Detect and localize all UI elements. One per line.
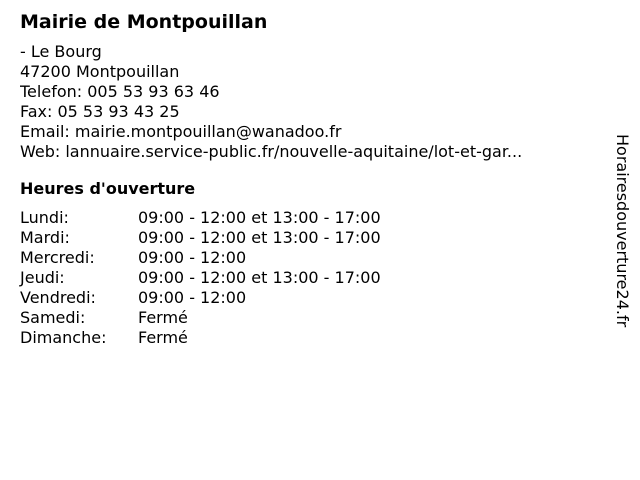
day-time: 09:00 - 12:00 et 13:00 - 17:00: [138, 208, 381, 227]
day-time: 09:00 - 12:00: [138, 288, 247, 307]
day-time: 09:00 - 12:00: [138, 248, 247, 267]
hours-row-sunday: [20, 328, 381, 348]
hours-row-friday: [20, 288, 381, 308]
day-time: 09:00 - 12:00 et 13:00 - 17:00: [138, 268, 381, 287]
hours-table: [20, 208, 381, 348]
day-label: Dimanche:: [20, 328, 107, 347]
site-brand-watermark: Horairesdouverture24.fr: [613, 134, 632, 328]
street-line: - Le Bourg: [20, 42, 102, 61]
day-time: 09:00 - 12:00 et 13:00 - 17:00: [138, 228, 381, 247]
hours-row-wednesday: [20, 248, 381, 268]
hours-heading: Heures d'ouverture: [20, 179, 196, 198]
day-label: Samedi:: [20, 308, 86, 327]
web-line: Web: lannuaire.service-public.fr/nouvelle-aquitaine/lot-et-gar...: [20, 142, 523, 161]
email-line: Email: mairie.montpouillan@wanadoo.fr: [20, 122, 342, 141]
listing-card: [20, 10, 600, 348]
postal-city-line: 47200 Montpouillan: [20, 62, 180, 81]
page-title: Mairie de Montpouillan: [20, 11, 268, 33]
hours-row-thursday: [20, 268, 381, 288]
day-label: Vendredi:: [20, 288, 96, 307]
phone-line: Telefon: 005 53 93 63 46: [20, 82, 220, 101]
fax-line: Fax: 05 53 93 43 25: [20, 102, 180, 121]
day-time: Fermé: [138, 328, 188, 347]
day-label: Lundi:: [20, 208, 69, 227]
hours-row-saturday: [20, 308, 381, 328]
day-label: Jeudi:: [20, 268, 65, 287]
day-label: Mardi:: [20, 228, 70, 247]
hours-row-tuesday: [20, 228, 381, 248]
address-block: [20, 42, 600, 162]
hours-row-monday: [20, 208, 381, 228]
day-label: Mercredi:: [20, 248, 95, 267]
day-time: Fermé: [138, 308, 188, 327]
